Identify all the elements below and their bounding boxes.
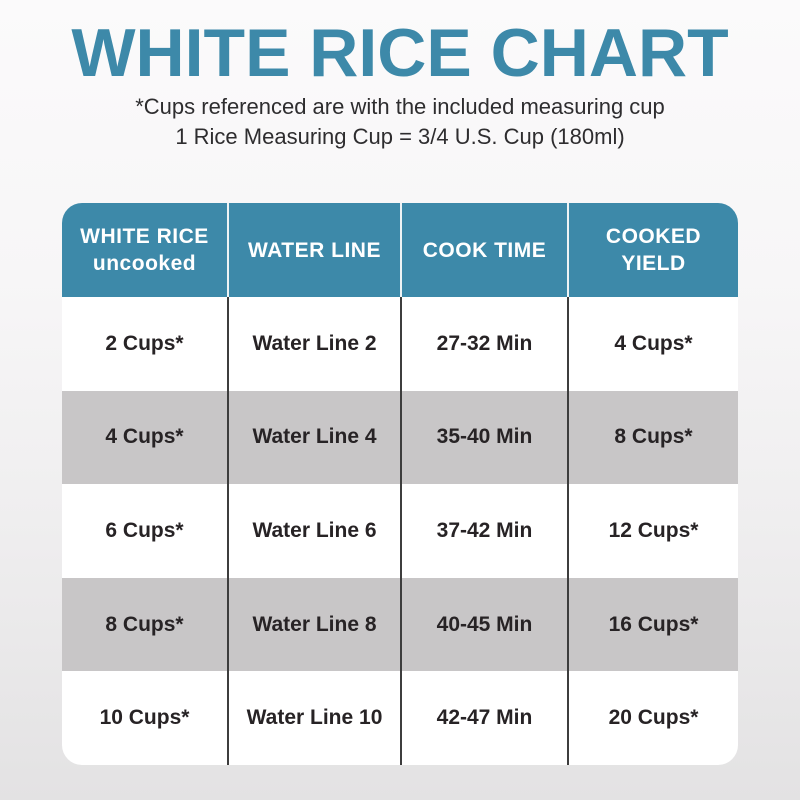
cell-yield: 16 Cups* [608, 612, 699, 636]
cell-yield: 8 Cups* [614, 425, 693, 449]
table-row [62, 297, 738, 391]
cell-water-line: Water Line 6 [229, 484, 402, 578]
header-white-rice-line2: uncooked [92, 252, 197, 275]
cell-water-line: Water Line 10 [229, 671, 402, 765]
cell-cook-time: 37-42 Min [402, 484, 569, 578]
cell-yield: 4 Cups* [614, 331, 693, 355]
cell-cook-time: 27-32 Min [402, 297, 569, 391]
header-cell-water-line [229, 203, 402, 297]
cell-water-line: Water Line 4 [229, 391, 402, 485]
cell-cook-time: 35-40 Min [402, 391, 569, 485]
cell-uncooked: 8 Cups* [62, 578, 229, 672]
table-row [62, 578, 738, 672]
subtitle-line-2: 1 Rice Measuring Cup = 3/4 U.S. Cup (180ml) [175, 124, 625, 149]
header-cooked-yield-line2: YIELD [621, 252, 686, 275]
header-cooked-yield-line1: COOKED [605, 225, 702, 248]
cell-uncooked: 2 Cups* [62, 297, 229, 391]
cell-yield: 12 Cups* [608, 518, 699, 542]
header-cook-time-label: COOK TIME [422, 238, 547, 262]
table-row [62, 484, 738, 578]
page-title: WHITE RICE CHART [71, 15, 729, 91]
table-row [62, 671, 738, 765]
cell-water-line: Water Line 8 [229, 578, 402, 672]
cell-yield: 20 Cups* [608, 706, 699, 730]
cell-cook-time: 42-47 Min [402, 671, 569, 765]
header-cell-white-rice [62, 203, 229, 297]
cell-uncooked: 10 Cups* [62, 671, 229, 765]
header-white-rice-line1: WHITE RICE [80, 225, 209, 248]
header-cell-cooked-yield [569, 203, 738, 297]
cell-water-line: Water Line 2 [229, 297, 402, 391]
cell-cook-time: 40-45 Min [402, 578, 569, 672]
header-water-line-label: WATER LINE [248, 238, 381, 262]
subtitle [0, 92, 800, 152]
header-cell-cook-time [402, 203, 569, 297]
cell-uncooked: 6 Cups* [62, 484, 229, 578]
cell-uncooked: 4 Cups* [62, 391, 229, 485]
table-header-row [62, 203, 738, 297]
table-row [62, 391, 738, 485]
subtitle-line-1: *Cups referenced are with the included measuring cup [135, 94, 665, 119]
rice-table [62, 203, 738, 765]
